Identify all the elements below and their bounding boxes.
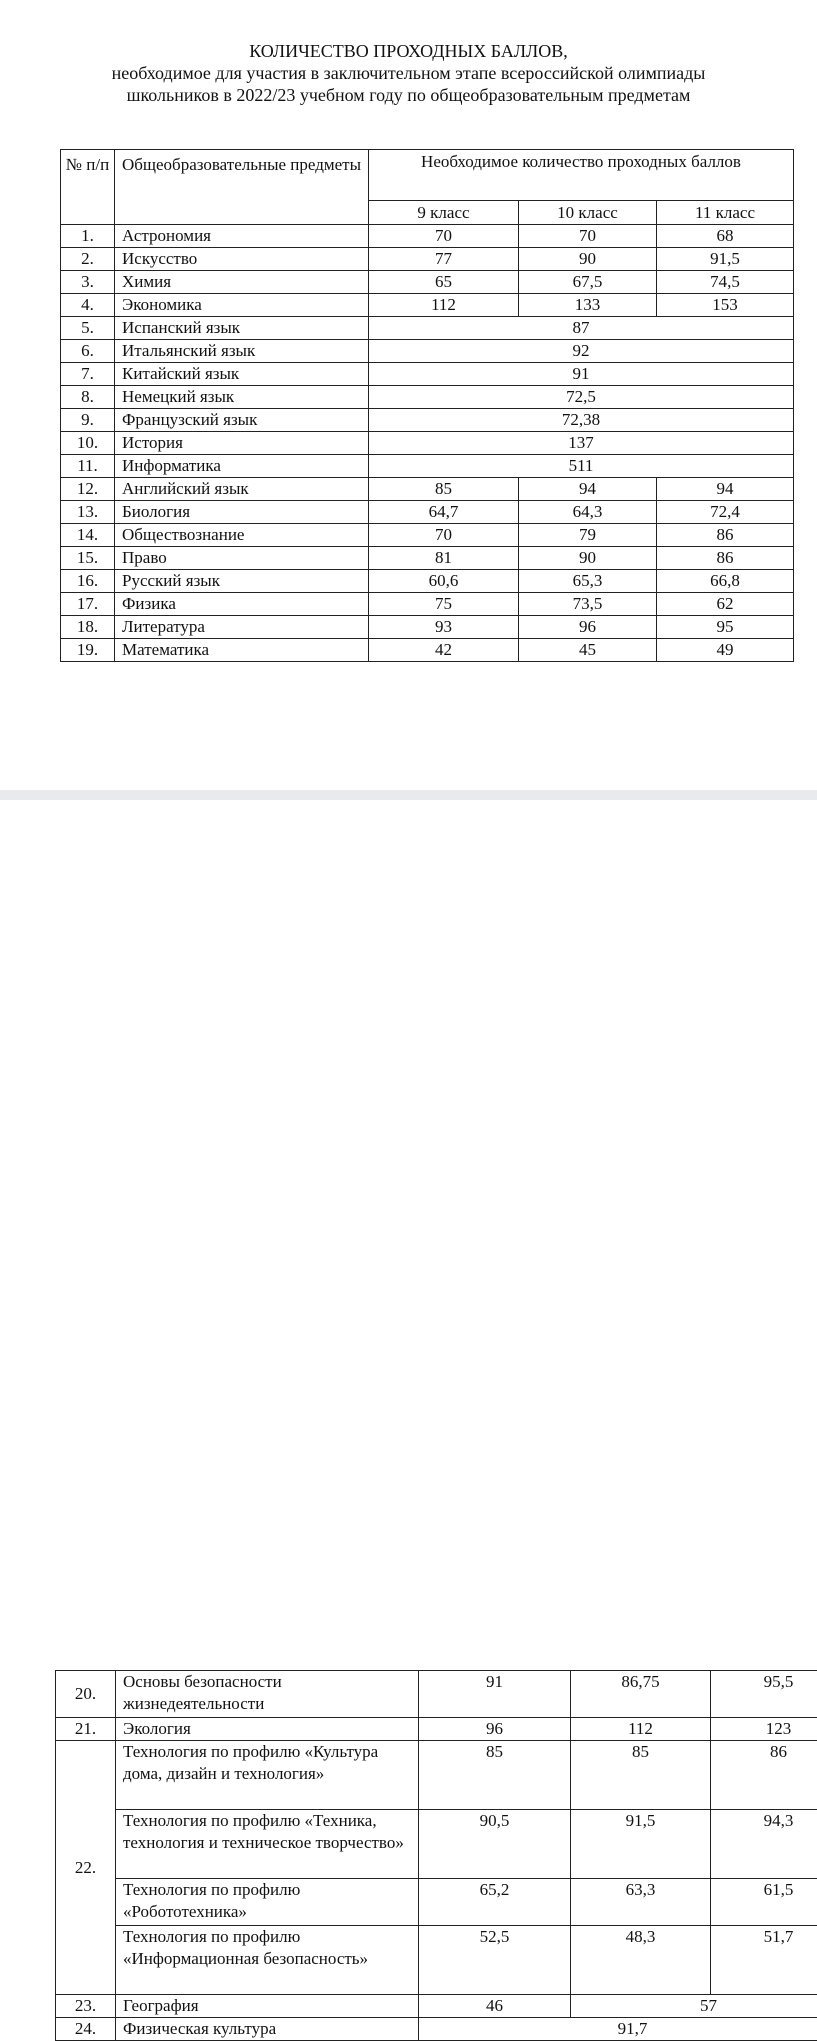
score-grade-11: 66,8 <box>657 570 794 593</box>
score-all-grades: 87 <box>369 317 794 340</box>
table-row <box>61 455 794 478</box>
subject-name: Химия <box>115 271 369 294</box>
score-grade-11: 153 <box>657 294 794 317</box>
table-row <box>61 225 794 248</box>
table-row <box>61 363 794 386</box>
score-grade-11: 49 <box>657 639 794 662</box>
subject-name: Экономика <box>115 294 369 317</box>
score-grade-10: 70 <box>519 225 657 248</box>
row-number: 21. <box>56 1718 116 1741</box>
subject-name: Обществознание <box>115 524 369 547</box>
document-page-2 <box>0 800 817 1280</box>
header-subject: Общеобразовательные предметы <box>115 150 369 225</box>
table-row <box>56 1671 817 1718</box>
table-row <box>61 271 794 294</box>
header-grade-10: 10 класс <box>519 201 657 225</box>
subject-name: Физика <box>115 593 369 616</box>
score-grade-10-11: 57 <box>571 1995 817 2018</box>
document-subtitle-line-1: необходимое для участия в заключительном этапе всероссийской олимпиады <box>0 62 817 84</box>
score-grade-11: 51,7 <box>711 1926 817 1995</box>
score-all-grades: 72,5 <box>369 386 794 409</box>
score-grade-11: 91,5 <box>657 248 794 271</box>
table-row <box>61 639 794 662</box>
score-all-grades: 137 <box>369 432 794 455</box>
score-grade-9: 112 <box>369 294 519 317</box>
table-row <box>61 593 794 616</box>
subject-name: Китайский язык <box>115 363 369 386</box>
score-grade-11: 95,5 <box>711 1671 817 1718</box>
score-grade-10: 94 <box>519 478 657 501</box>
page-separator <box>0 790 817 800</box>
score-grade-9: 46 <box>419 1995 571 2018</box>
score-all-grades: 91 <box>369 363 794 386</box>
row-number: 14. <box>61 524 115 547</box>
subject-name: География <box>116 1995 419 2018</box>
subject-name: Технология по профилю «Техника, технология и техническое творчество» <box>116 1810 419 1879</box>
subject-name: Французский язык <box>115 409 369 432</box>
subject-name: История <box>115 432 369 455</box>
score-all-grades: 511 <box>369 455 794 478</box>
score-grade-10: 48,3 <box>571 1926 711 1995</box>
row-number: 6. <box>61 340 115 363</box>
score-grade-10: 133 <box>519 294 657 317</box>
score-grade-11: 86 <box>711 1741 817 1810</box>
row-number: 2. <box>61 248 115 271</box>
row-number: 4. <box>61 294 115 317</box>
score-grade-9: 90,5 <box>419 1810 571 1879</box>
row-number: 9. <box>61 409 115 432</box>
subject-name: Физическая культура <box>116 2018 419 2041</box>
document-subtitle-line-2: школьников в 2022/23 учебном году по общеобразовательным предметам <box>0 84 817 106</box>
table-row <box>56 2018 817 2041</box>
table-row <box>56 1995 817 2018</box>
row-number: 8. <box>61 386 115 409</box>
score-grade-9: 81 <box>369 547 519 570</box>
score-grade-11: 94 <box>657 478 794 501</box>
score-grade-9: 85 <box>369 478 519 501</box>
subject-name: Технология по профилю «Робототехника» <box>116 1879 419 1926</box>
score-grade-11: 61,5 <box>711 1879 817 1926</box>
row-number: 16. <box>61 570 115 593</box>
row-number: 22. <box>56 1741 116 1995</box>
document-page-1 <box>0 0 817 790</box>
row-number: 1. <box>61 225 115 248</box>
score-grade-10: 90 <box>519 248 657 271</box>
table-header-row <box>61 150 794 201</box>
score-grade-9: 91 <box>419 1671 571 1718</box>
score-grade-10: 65,3 <box>519 570 657 593</box>
score-all-grades: 91,7 <box>419 2018 817 2041</box>
subject-name: Русский язык <box>115 570 369 593</box>
score-all-grades: 72,38 <box>369 409 794 432</box>
row-number: 11. <box>61 455 115 478</box>
table-row <box>61 432 794 455</box>
score-grade-9: 60,6 <box>369 570 519 593</box>
score-grade-10: 90 <box>519 547 657 570</box>
score-grade-9: 70 <box>369 225 519 248</box>
document-title: КОЛИЧЕСТВО ПРОХОДНЫХ БАЛЛОВ, <box>0 40 817 62</box>
score-grade-10: 85 <box>571 1741 711 1810</box>
subject-name: Литература <box>115 616 369 639</box>
score-grade-10: 67,5 <box>519 271 657 294</box>
row-number: 7. <box>61 363 115 386</box>
table-row <box>61 317 794 340</box>
table-row <box>61 478 794 501</box>
header-number: № п/п <box>61 150 115 225</box>
row-number: 5. <box>61 317 115 340</box>
header-required-score: Необходимое количество проходных баллов <box>369 150 794 201</box>
subject-name: Искусство <box>115 248 369 271</box>
scores-table-continued <box>55 1670 817 2041</box>
table-row <box>61 340 794 363</box>
table-row <box>56 1741 817 1810</box>
score-grade-9: 64,7 <box>369 501 519 524</box>
subject-name: Право <box>115 547 369 570</box>
score-grade-10: 112 <box>571 1718 711 1741</box>
score-grade-9: 75 <box>369 593 519 616</box>
subject-name: Немецкий язык <box>115 386 369 409</box>
row-number: 17. <box>61 593 115 616</box>
score-grade-11: 68 <box>657 225 794 248</box>
subject-name: Биология <box>115 501 369 524</box>
score-grade-11: 86 <box>657 524 794 547</box>
subject-name: Испанский язык <box>115 317 369 340</box>
table-row <box>56 1718 817 1741</box>
score-grade-11: 94,3 <box>711 1810 817 1879</box>
header-grade-9: 9 класс <box>369 201 519 225</box>
score-grade-11: 86 <box>657 547 794 570</box>
row-number: 24. <box>56 2018 116 2041</box>
subject-name: Английский язык <box>115 478 369 501</box>
row-number: 19. <box>61 639 115 662</box>
score-grade-9: 65,2 <box>419 1879 571 1926</box>
score-grade-10: 63,3 <box>571 1879 711 1926</box>
score-grade-11: 72,4 <box>657 501 794 524</box>
table-row <box>61 409 794 432</box>
table-row <box>56 1926 817 1995</box>
score-grade-11: 95 <box>657 616 794 639</box>
score-grade-9: 52,5 <box>419 1926 571 1995</box>
table-row <box>61 501 794 524</box>
subject-name: Математика <box>115 639 369 662</box>
table-body <box>61 225 794 662</box>
score-grade-11: 74,5 <box>657 271 794 294</box>
table-row <box>61 616 794 639</box>
table-row <box>61 547 794 570</box>
score-grade-10: 64,3 <box>519 501 657 524</box>
table-row <box>61 248 794 271</box>
table-row <box>61 294 794 317</box>
table-row <box>61 386 794 409</box>
subject-name: Астрономия <box>115 225 369 248</box>
scores-table <box>60 149 794 662</box>
row-number: 13. <box>61 501 115 524</box>
subject-name: Технология по профилю «Культура дома, дизайн и технология» <box>116 1741 419 1810</box>
score-grade-9: 65 <box>369 271 519 294</box>
score-grade-10: 45 <box>519 639 657 662</box>
score-grade-11: 62 <box>657 593 794 616</box>
score-grade-9: 42 <box>369 639 519 662</box>
score-grade-9: 96 <box>419 1718 571 1741</box>
row-number: 15. <box>61 547 115 570</box>
row-number: 10. <box>61 432 115 455</box>
row-number: 23. <box>56 1995 116 2018</box>
table-row <box>61 570 794 593</box>
row-number: 3. <box>61 271 115 294</box>
score-grade-9: 93 <box>369 616 519 639</box>
table-row <box>61 524 794 547</box>
score-grade-10: 86,75 <box>571 1671 711 1718</box>
table-row <box>56 1810 817 1879</box>
score-all-grades: 92 <box>369 340 794 363</box>
subject-name: Информатика <box>115 455 369 478</box>
score-grade-9: 70 <box>369 524 519 547</box>
score-grade-10: 91,5 <box>571 1810 711 1879</box>
score-grade-10: 96 <box>519 616 657 639</box>
subject-name: Экология <box>116 1718 419 1741</box>
header-grade-11: 11 класс <box>657 201 794 225</box>
subject-name: Итальянский язык <box>115 340 369 363</box>
score-grade-10: 79 <box>519 524 657 547</box>
subject-name: Технология по профилю «Информационная безопасность» <box>116 1926 419 1995</box>
score-grade-11: 123 <box>711 1718 817 1741</box>
subject-name: Основы безопасности жизнедеятельности <box>116 1671 419 1718</box>
score-grade-9: 85 <box>419 1741 571 1810</box>
table-row <box>56 1879 817 1926</box>
score-grade-10: 73,5 <box>519 593 657 616</box>
row-number: 12. <box>61 478 115 501</box>
row-number: 18. <box>61 616 115 639</box>
row-number: 20. <box>56 1671 116 1718</box>
score-grade-9: 77 <box>369 248 519 271</box>
